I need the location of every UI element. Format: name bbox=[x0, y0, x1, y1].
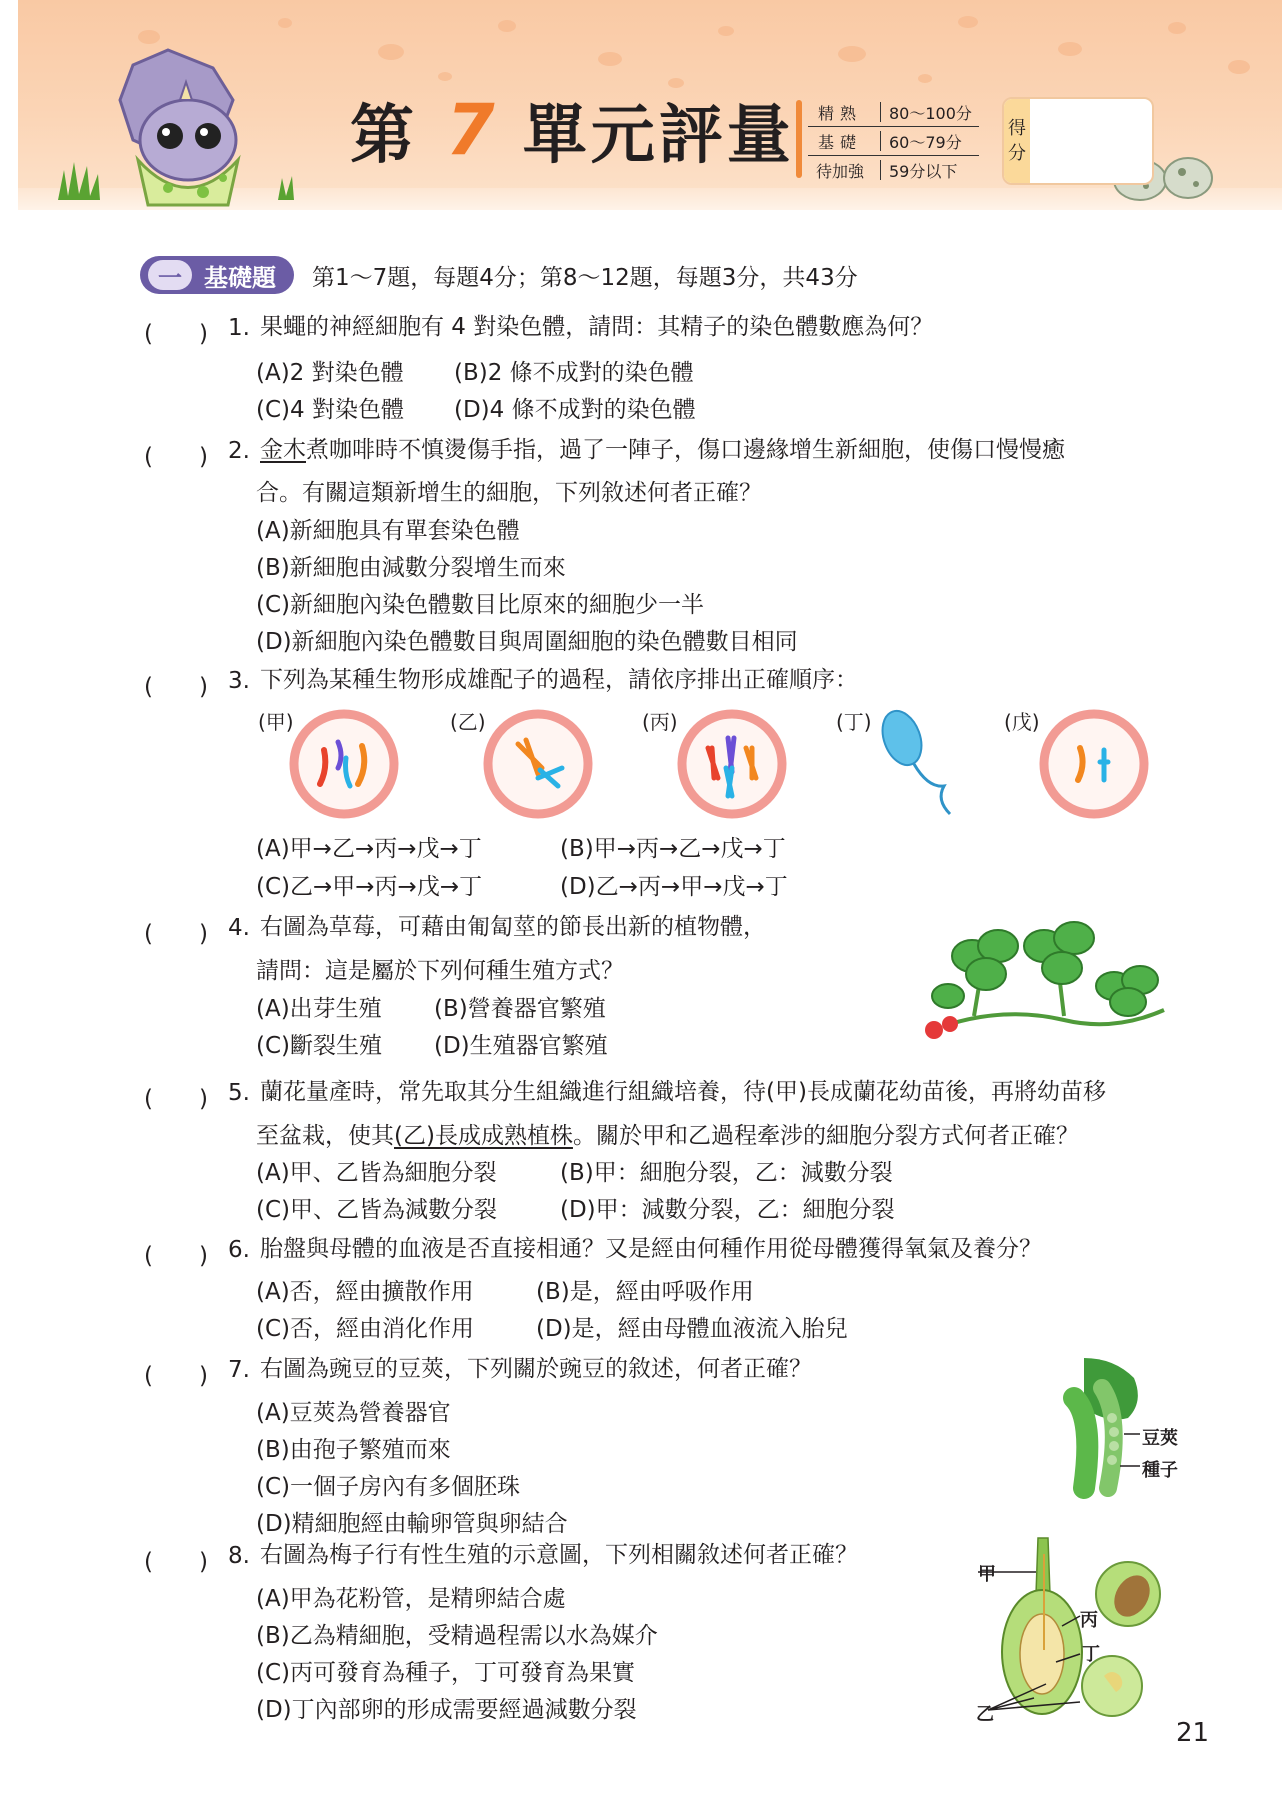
score-label: 得 分 bbox=[1004, 99, 1030, 183]
question-text-line2: 至盆栽，使其(乙)長成成熟植株。關於甲和乙過程牽涉的細胞分裂方式何者正確？ bbox=[256, 1123, 1079, 1149]
figure-label-seed: 種子 bbox=[1142, 1460, 1178, 1481]
strawberry-plant-illustration bbox=[914, 906, 1170, 1056]
question-text: 胎盤與母體的血液是否直接相通？又是經由何種作用從母體獲得氧氣及養分？ bbox=[260, 1236, 1042, 1262]
question-number: 2. bbox=[228, 438, 250, 464]
option-a[interactable]: (A)甲→乙→丙→戊→丁 bbox=[256, 836, 482, 862]
question-text: 右圖為草莓，可藉由匍匐莖的節長出新的植物體， bbox=[260, 914, 766, 940]
question-number: 7. bbox=[228, 1357, 250, 1383]
figure-label: (丙) bbox=[642, 710, 678, 734]
dinosaur-mascot-illustration bbox=[38, 40, 298, 210]
option-b[interactable]: (B)是，經由呼吸作用 bbox=[536, 1279, 754, 1305]
title-prefix: 第 bbox=[350, 99, 418, 173]
question-number: 4. bbox=[228, 915, 250, 941]
option-b[interactable]: (B)乙為精細胞，受精過程需以水為媒介 bbox=[256, 1623, 658, 1649]
question-text: 果蠅的神經細胞有 4 對染色體，請問：其精子的染色體數應為何？ bbox=[260, 314, 934, 340]
figure-label-ding: 丁 bbox=[1082, 1644, 1100, 1665]
question-text-line2: 請問：這是屬於下列何種生殖方式？ bbox=[256, 958, 624, 984]
option-d[interactable]: (D)乙→丙→甲→戊→丁 bbox=[560, 874, 788, 900]
question-number: 6. bbox=[228, 1237, 250, 1263]
grade-label: 精熟 bbox=[817, 103, 862, 123]
question-number: 1. bbox=[228, 315, 250, 341]
grade-label: 基礎 bbox=[817, 132, 862, 152]
cell-bing-illustration bbox=[676, 708, 788, 820]
title-number: 7 bbox=[446, 89, 495, 171]
answer-blank[interactable]: ( ) bbox=[144, 674, 208, 700]
question-text: 下列為某種生物形成雄配子的過程，請依序排出正確順序： bbox=[260, 667, 858, 693]
option-a[interactable]: (A)甲、乙皆為細胞分裂 bbox=[256, 1160, 497, 1186]
question-text: 金木煮咖啡時不慎燙傷手指，過了一陣子，傷口邊緣增生新細胞，使傷口慢慢癒 bbox=[260, 437, 1065, 463]
cell-yi-illustration bbox=[482, 708, 594, 820]
option-d[interactable]: (D)生殖器官繁殖 bbox=[434, 1033, 608, 1059]
grade-row bbox=[808, 98, 979, 127]
option-d[interactable]: (D)丁內部卵的形成需要經過減數分裂 bbox=[256, 1697, 637, 1723]
option-c[interactable]: (C)甲、乙皆為減數分裂 bbox=[256, 1197, 498, 1223]
figure-label-jia: 甲 bbox=[978, 1564, 996, 1585]
figure-label-bing: 丙 bbox=[1080, 1610, 1098, 1631]
section-number: 一 bbox=[148, 260, 192, 290]
option-c[interactable]: (C)新細胞內染色體數目比原來的細胞少一半 bbox=[256, 592, 705, 618]
section-title: 基礎題 bbox=[204, 263, 276, 292]
option-d[interactable]: (D)是，經由母體血液流入胎兒 bbox=[536, 1316, 848, 1342]
question-number: 3. bbox=[228, 668, 250, 694]
grade-row bbox=[808, 156, 979, 184]
grade-range: 80～100分 bbox=[889, 103, 972, 123]
cell-wu-illustration bbox=[1038, 708, 1150, 820]
answer-blank[interactable]: ( ) bbox=[144, 1086, 208, 1112]
grade-range: 59分以下 bbox=[889, 161, 958, 181]
unit-title bbox=[350, 89, 795, 173]
person-name: 金木 bbox=[260, 437, 306, 463]
answer-blank[interactable]: ( ) bbox=[144, 321, 208, 347]
option-c[interactable]: (C)否，經由消化作用 bbox=[256, 1316, 475, 1342]
grade-row bbox=[808, 127, 979, 156]
section-badge bbox=[140, 256, 294, 294]
option-c[interactable]: (C)乙→甲→丙→戊→丁 bbox=[256, 874, 483, 900]
section-scoring: 第1～7題，每題4分；第8～12題，每題3分，共43分 bbox=[312, 264, 858, 291]
option-b[interactable]: (B)2 條不成對的染色體 bbox=[454, 360, 694, 386]
option-c[interactable]: (C)丙可發育為種子，丁可發育為果實 bbox=[256, 1660, 636, 1686]
option-d[interactable]: (D)新細胞內染色體數目與周圍細胞的染色體數目相同 bbox=[256, 629, 798, 655]
option-c[interactable]: (C)斷裂生殖 bbox=[256, 1033, 383, 1059]
answer-blank[interactable]: ( ) bbox=[144, 921, 208, 947]
page-number: 21 bbox=[1176, 1718, 1210, 1748]
question-text: 蘭花量產時，常先取其分生組織進行組織培養，待(甲)長成蘭花幼苗後，再將幼苗移 bbox=[260, 1079, 1106, 1105]
title-divider bbox=[796, 100, 802, 178]
section-heading bbox=[140, 256, 858, 294]
cell-jia-illustration bbox=[288, 708, 400, 820]
option-a[interactable]: (A)否，經由擴散作用 bbox=[256, 1279, 474, 1305]
figure-label: (丁) bbox=[836, 710, 872, 734]
option-a[interactable]: (A)新細胞具有單套染色體 bbox=[256, 518, 520, 544]
option-b[interactable]: (B)甲→丙→乙→戊→丁 bbox=[560, 836, 786, 862]
option-d[interactable]: (D)甲：減數分裂，乙：細胞分裂 bbox=[560, 1197, 895, 1223]
grade-scale-table bbox=[808, 98, 979, 184]
option-b[interactable]: (B)新細胞由減數分裂增生而來 bbox=[256, 555, 566, 581]
option-b[interactable]: (B)營養器官繁殖 bbox=[434, 996, 606, 1022]
option-a[interactable]: (A)豆莢為營養器官 bbox=[256, 1400, 451, 1426]
option-a[interactable]: (A)2 對染色體 bbox=[256, 360, 404, 386]
answer-blank[interactable]: ( ) bbox=[144, 1243, 208, 1269]
plum-reproduction-illustration bbox=[974, 1534, 1174, 1724]
figure-label: (乙) bbox=[450, 710, 486, 734]
option-a[interactable]: (A)出芽生殖 bbox=[256, 996, 382, 1022]
option-c[interactable]: (C)一個子房內有多個胚珠 bbox=[256, 1474, 521, 1500]
grade-range: 60～79分 bbox=[889, 132, 962, 152]
option-b[interactable]: (B)甲：細胞分裂，乙：減數分裂 bbox=[560, 1160, 893, 1186]
question-number: 8. bbox=[228, 1543, 250, 1569]
underlined-phrase: (乙)長成成熟植株 bbox=[394, 1123, 573, 1149]
score-box[interactable] bbox=[1002, 97, 1154, 185]
sperm-ding-illustration bbox=[874, 708, 964, 818]
question-text: 右圖為梅子行有性生殖的示意圖，下列相關敘述何者正確？ bbox=[260, 1542, 858, 1568]
option-d[interactable]: (D)4 條不成對的染色體 bbox=[454, 397, 696, 423]
option-d[interactable]: (D)精細胞經由輸卵管與卵結合 bbox=[256, 1511, 568, 1537]
grade-label: 待加強 bbox=[815, 161, 864, 181]
option-b[interactable]: (B)由孢子繁殖而來 bbox=[256, 1437, 451, 1463]
figure-label-pod: 豆莢 bbox=[1142, 1428, 1178, 1449]
option-c[interactable]: (C)4 對染色體 bbox=[256, 397, 404, 423]
option-a[interactable]: (A)甲為花粉管，是精卵結合處 bbox=[256, 1586, 566, 1612]
figure-label-yi: 乙 bbox=[976, 1704, 994, 1725]
figure-label: (戊) bbox=[1004, 710, 1040, 734]
question-text-line2: 合。有關這類新增生的細胞，下列敘述何者正確？ bbox=[256, 480, 762, 506]
answer-blank[interactable]: ( ) bbox=[144, 444, 208, 470]
figure-label: (甲) bbox=[258, 710, 294, 734]
question-number: 5. bbox=[228, 1080, 250, 1106]
answer-blank[interactable]: ( ) bbox=[144, 1549, 208, 1575]
question-text: 右圖為豌豆的豆莢，下列關於豌豆的敘述，何者正確？ bbox=[260, 1356, 812, 1382]
answer-blank[interactable]: ( ) bbox=[144, 1363, 208, 1389]
title-suffix: 單元評量 bbox=[522, 99, 795, 173]
